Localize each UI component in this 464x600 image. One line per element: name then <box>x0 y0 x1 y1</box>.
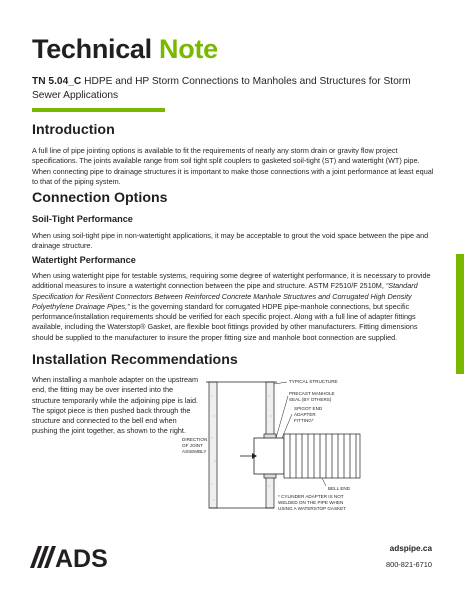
title-main: Technical <box>32 34 152 64</box>
label-seal-2: SEAL (BY OTHERS) <box>289 397 332 402</box>
manhole-connection-diagram <box>182 376 392 522</box>
soil-tight-heading: Soil-Tight Performance <box>32 214 133 224</box>
corrugated-pipe <box>284 434 360 478</box>
ads-logo <box>28 542 118 577</box>
structure-right-wall <box>266 382 274 436</box>
logo-text: ADS <box>55 545 108 572</box>
installation-body: When installing a manhole adapter on the upstream end, the fitting may be over inserted into the structure temporarily while the adjoining pipe is laid. The spigot piece is then pushed back through the structure and connected to the bell end when pushing the joint together, as shown to the right. <box>32 375 199 436</box>
spigot-adapter <box>254 438 284 474</box>
structure-right-wall-lower <box>266 476 274 508</box>
logo-slashes <box>30 546 56 568</box>
label-bell-end: BELL END <box>328 486 351 491</box>
label-adapter-2: ADAPTER <box>294 412 316 417</box>
connection-options-heading: Connection Options <box>32 190 168 206</box>
document-id: TN 5.04_C <box>32 76 82 87</box>
label-direction-1: DIRECTION <box>182 437 208 442</box>
page-title <box>32 34 218 65</box>
label-direction-2: OF JOINT <box>182 443 203 448</box>
watertight-heading: Watertight Performance <box>32 255 136 265</box>
introduction-body: A full line of pipe jointing options is available to fit the requirements of nearly any storm drain or gravity flow project specifications. The joints available range from soil tight split couplers to gasketed soil-tight (ST) and watertight (WT) pipe. When connecting pipe to drainage structures it is important to make those connections with a joint performance at least equal to that of the piping system. <box>32 146 434 186</box>
watertight-body-part1: When using watertight pipe for testable systems, requiring some degree of watertight performance, it is necessary to provide additional measures to insure a watertight connection between the pipe and structure. ASTM F2510/F 2510M, <box>32 271 431 291</box>
watertight-body-part2: is the governing standard for corrugated HDPE pipe-manhole connections, but specific performance/installation requirements should be verified for each specific project. Along with a full line of adapter fittings available, including the Waterstop® Gasket, are flexible boot fittings provided by other manufacturers. Fitting dimensions should be supplied to the manufacturer to insure the proper fitting size and manhole boot connection are supplied. <box>32 301 418 342</box>
document-title: HDPE and HP Storm Connections to Manholes and Structures for Storm Sewer Applications <box>32 76 411 101</box>
astm-standard-title: “Standard Specification for Resilient Connectors Between Reinforced Concrete Manhole Structures and Corrugated High Density Polyethylene Drainage Pipes,” <box>32 281 418 311</box>
footnote-2: WELDED ON THE PIPE WHEN <box>278 500 344 505</box>
introduction-heading: Introduction <box>32 122 115 138</box>
footnote-1: * CYLINDER ADAPTER IS NOT <box>278 494 344 499</box>
label-adapter-3: FITTING* <box>294 418 314 423</box>
structure-left-wall <box>209 382 217 508</box>
side-accent-bar <box>456 254 464 374</box>
title-underline <box>32 108 165 112</box>
website-link[interactable]: adspipe.ca <box>389 544 432 553</box>
label-direction-3: ASSEMBLY <box>182 449 207 454</box>
label-seal-1: PRECAST MANHOLE <box>289 391 335 396</box>
label-adapter-1: SPIGOT END <box>294 406 323 411</box>
installation-heading: Installation Recommendations <box>32 352 238 368</box>
phone-number: 800-821-6710 <box>385 560 432 569</box>
label-typical-structure: TYPICAL STRUCTURE <box>289 379 338 384</box>
footnote-3: USING A WATERSTOP GASKET <box>278 506 346 511</box>
watertight-body <box>32 271 436 343</box>
document-subtitle <box>32 75 442 103</box>
soil-tight-body: When using soil-tight pipe in non-watertight applications, it may be acceptable to grout the void space between the pipe and drainage structure. <box>32 231 429 251</box>
title-accent: Note <box>159 34 218 64</box>
